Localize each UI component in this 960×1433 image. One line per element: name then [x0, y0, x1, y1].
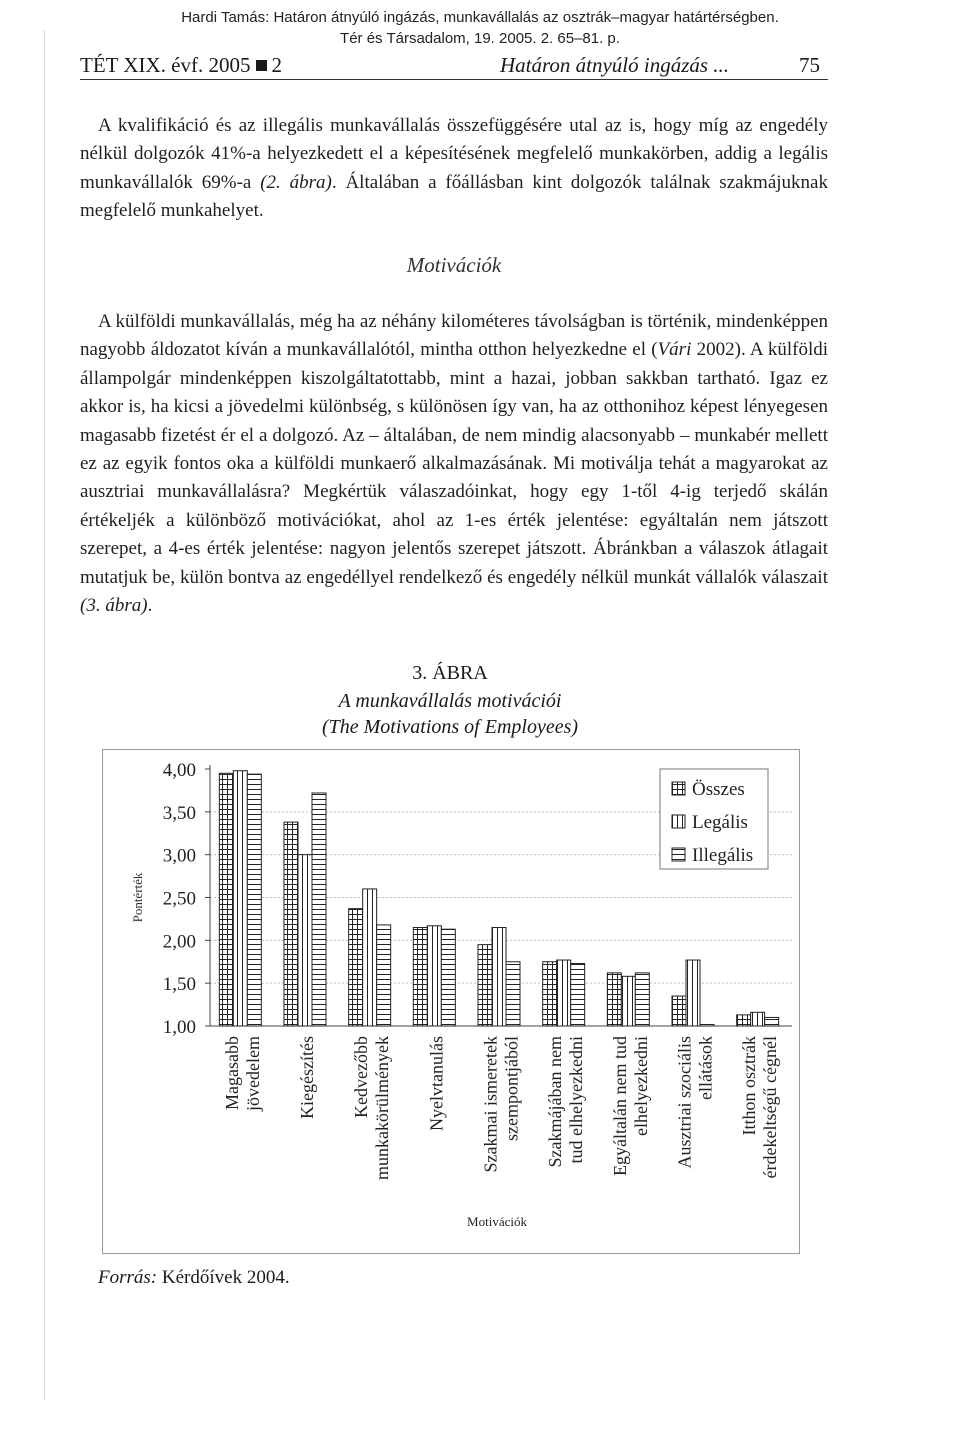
category-labels: [222, 1036, 780, 1180]
section-title: Motivációk: [406, 253, 502, 277]
category-label-line: jövedelem: [242, 1036, 263, 1111]
legend-label: Legális: [692, 812, 748, 833]
bar-osszes: [284, 822, 298, 1026]
figure-source: [98, 1267, 290, 1289]
category-label-line: Kedvezőbb: [351, 1036, 372, 1118]
category-label-line: Nyelvtanulás: [426, 1036, 447, 1131]
paragraph-text: A külföldi munkavállalás, még ha az néhány kilométeres távolságban is történik, mindenképpen nagyobb áldozatot kíván a munkavállalótól, mintha otthon helyezkedne el (: [80, 311, 828, 361]
legend-swatch: [672, 848, 685, 861]
y-tick-label: 2,50: [162, 888, 196, 910]
running-head: [80, 53, 828, 80]
bar-illegalis: [765, 1017, 779, 1026]
category-label-line: munkakörülmények: [372, 1036, 393, 1180]
bar-illegalis: [247, 774, 261, 1026]
paragraph-motivations: [80, 308, 828, 620]
bar-legalis: [751, 1012, 765, 1026]
bar-legalis: [621, 976, 635, 1026]
category-label: [351, 1036, 392, 1180]
category-label: [675, 1036, 716, 1168]
legend-swatch: [672, 815, 685, 828]
category-label: [739, 1036, 780, 1178]
bar-legalis: [298, 855, 312, 1026]
bar-legalis: [557, 960, 571, 1026]
y-tick-label: 2,00: [162, 931, 196, 953]
bar-illegalis: [635, 973, 649, 1026]
paragraph-qualification: [80, 112, 828, 226]
figure-title-hu: A munkavállalás motivációi: [338, 690, 562, 712]
category-label-line: elhelyezkedni: [630, 1036, 651, 1136]
figure-title-en: (The Motivations of Employees): [321, 716, 579, 738]
citation-header: [0, 7, 960, 49]
chart-legend: [660, 769, 768, 869]
bar-osszes: [413, 927, 427, 1026]
bar-osszes: [349, 909, 363, 1026]
legend-label: Illegális: [692, 845, 754, 866]
y-tick-labels: [163, 760, 210, 1038]
category-label: [610, 1036, 651, 1176]
category-label: [222, 1036, 263, 1112]
category-label-line: Itthon osztrák: [739, 1036, 760, 1136]
bar-osszes: [672, 996, 686, 1026]
author-reference: Vári: [657, 339, 692, 361]
bar-illegalis: [441, 929, 455, 1026]
category-label-line: Ausztriai szociális: [674, 1036, 695, 1169]
figure-label: 3. ÁBRA: [412, 662, 488, 684]
category-label-line: tud elhelyezkedni: [566, 1036, 587, 1164]
motivations-bar-chart: [102, 749, 800, 1254]
category-label-line: Szakmájában nem: [545, 1036, 566, 1168]
y-tick-label: 1,00: [162, 1017, 196, 1038]
running-head-title: Határon átnyúló ingázás ...: [500, 53, 730, 77]
bar-osszes: [607, 973, 621, 1026]
bar-illegalis: [571, 963, 585, 1026]
bar-illegalis: [312, 793, 326, 1026]
bar-illegalis: [377, 925, 391, 1026]
paragraph-text: . Általában a főállásban kint dolgozók találnak szakmájuknak megfelelő munkahelyet.: [80, 171, 828, 222]
x-axis-label: Motivációk: [467, 1214, 527, 1229]
category-label-line: Kiegészítés: [297, 1036, 317, 1119]
bar-osszes: [478, 945, 492, 1026]
paragraph-text: .: [147, 595, 153, 617]
citation-line-1: Hardi Tamás: Határon átnyúló ingázás, munkavállalás az osztrák–magyar határtérségben.: [181, 9, 779, 26]
citation-line-2: Tér és Társadalom, 19. 2005. 2. 65–81. p.: [340, 30, 620, 47]
category-label: [426, 1036, 446, 1131]
bar-legalis: [492, 927, 506, 1026]
figure-reference[interactable]: (3. ábra): [80, 595, 148, 617]
y-tick-label: 3,00: [162, 845, 196, 867]
category-label: [545, 1036, 586, 1167]
bar-legalis: [427, 926, 441, 1026]
y-tick-label: 4,00: [162, 760, 196, 781]
category-label-line: Egyáltalán nem tud: [609, 1036, 630, 1176]
bar-osszes: [737, 1015, 751, 1026]
bar-legalis: [686, 960, 700, 1026]
legend-label: Összes: [692, 779, 745, 800]
y-tick-label: 1,50: [162, 974, 196, 996]
category-label-line: Magasabb: [221, 1036, 242, 1110]
page-number: 75: [799, 53, 820, 77]
bar-legalis: [363, 889, 377, 1026]
bar-illegalis: [506, 962, 520, 1026]
source-label: Forrás:: [98, 1267, 158, 1288]
y-axis-label: Pontérték: [130, 872, 145, 923]
legend-swatch: [672, 782, 685, 795]
square-bullet-icon: [256, 60, 267, 71]
running-head-journal: [80, 53, 282, 78]
category-label-line: érdekeltségű cégnél: [760, 1036, 781, 1179]
category-label: [297, 1036, 317, 1119]
figure-reference[interactable]: (2. ábra): [260, 171, 332, 193]
source-text: Kérdőívek 2004.: [161, 1267, 290, 1288]
category-label-line: szempontjából: [501, 1036, 522, 1141]
bar-legalis: [233, 771, 247, 1026]
figure-title: [0, 688, 900, 740]
bar-osszes: [543, 962, 557, 1026]
y-tick-label: 3,50: [162, 802, 196, 824]
category-label-line: ellátások: [695, 1036, 716, 1100]
issue-number: 2: [271, 53, 282, 77]
paragraph-text: A kvalifikáció és az illegális munkavállalás összefüggésére utal az is, hogy míg az engedély nélkül dolgozók 41%-a helyezkedett el a képesítésének megfelelő munkakörben, addig a legális munkavállalók 69%-a: [80, 115, 828, 193]
bar-osszes: [219, 773, 233, 1026]
journal-volume: TÉT XIX. évf. 2005: [80, 53, 251, 77]
category-label-line: Szakmai ismeretek: [480, 1036, 501, 1173]
category-label: [481, 1036, 522, 1172]
bar-illegalis: [700, 1025, 714, 1027]
paragraph-text: 2002). A külföldi állampolgár mindenképpen kiszolgáltatottabb, mint a hazai, jobban sakkban tartható. Igaz ez akkor is, ha kicsi a jövedelmi különbség, s különösen így van, ha az otthonihoz képest lényegesen magasabb fizetést ér el a dolgozó. Az – általában, de nem mindig alacsonyabb – munkabér mellett ez az egyik fontos oka a külföldi munkaerő alkalmazásának. Mi motiválja tehát a magyarokat az ausztriai munkavállalásra? Megkértük válaszadóinkat, hogy egy 1-től 4-ig terjedő skálán értékeljék a különböző motivációkat, ahol az 1-es érték jelentése: egyáltalán nem játszott szerepet, a 4-es érték jelentése: nagyon jelentős szerepet játszott. Ábránkban a válaszok átlagait mutatjuk be, külön bontva az engedéllyel rendelkező és engedély nélkül munkát vállalók válaszait: [80, 339, 828, 588]
